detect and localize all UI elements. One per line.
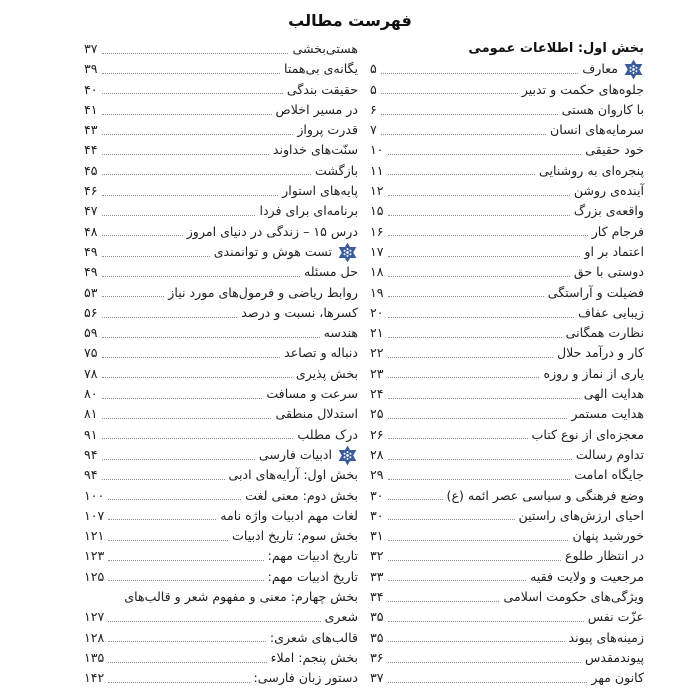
toc-item [370,323,644,343]
dotted-leader [388,418,568,419]
toc-item [370,526,644,546]
toc-item-title: اعتماد بر او [584,243,644,259]
toc-item [84,567,358,587]
toc-item-title: بخش دوم: معنی لغت [245,487,358,503]
toc-item [370,668,644,688]
page-number: ۷ [370,122,377,138]
dotted-leader [388,479,571,480]
dotted-leader [388,215,570,216]
dotted-leader [108,499,241,500]
page-number: ۵۳ [84,284,98,300]
dotted-leader [102,256,210,257]
dotted-leader [388,235,588,236]
toc-item-title: حل مسئله [303,264,358,280]
dotted-leader [108,662,266,663]
page-number: ۴۳ [84,122,98,138]
page-number: ۷۵ [84,345,98,361]
dotted-leader [102,438,294,439]
toc-item [84,222,358,242]
dotted-leader [388,641,565,642]
toc-item-title: درک مطلب [297,426,358,442]
page-number: ۲۲ [370,345,384,361]
toc-list-left [84,39,358,689]
page-number: ۱۲۳ [84,548,105,564]
dotted-leader [388,519,515,520]
page-number: ۲۹ [370,467,384,483]
page-number: ۳۰ [370,507,384,523]
dotted-leader [388,317,574,318]
toc-item [84,546,358,566]
star-icon [337,242,358,263]
dotted-leader [102,337,320,338]
toc-item [370,384,644,404]
toc-item-title: با کاروان هستی [561,101,644,117]
page-number: ۹۴ [84,446,98,462]
toc-item [84,80,358,100]
page-number: ۱۲۷ [84,609,105,625]
toc-item [370,120,644,140]
toc-item [370,628,644,648]
toc-item [84,587,358,607]
toc-item-title: فضیلت و آراستگی [547,284,644,300]
page-number: ۱۹ [370,284,384,300]
dotted-leader [102,357,281,358]
toc-item-title: سرعت و مسافت [266,386,358,402]
dotted-leader [388,662,581,663]
toc-item-title: قالب‌های شعری: [269,629,358,645]
toc-item [370,343,644,363]
dotted-leader [388,377,540,378]
dotted-leader [388,499,443,500]
toc-item-title: کار و درآمد حلال [556,345,644,361]
page-title: فهرست مطالب [288,11,412,30]
toc-item-title: تاریخ ادبیات مهم: [267,548,358,564]
toc-item-title: مرجعیت و ولایت فقیه [530,568,644,584]
dotted-leader [388,256,581,257]
toc-item [370,648,644,668]
page-number: ۴۰ [84,81,98,97]
page-number: ۳۱ [370,528,384,544]
page-number: ۱۰ [370,142,384,158]
dotted-leader [102,479,225,480]
page-number: ۴۵ [84,162,98,178]
toc-item [84,323,358,343]
toc-item-title: برنامه‌ای برای فردا [259,203,358,219]
page-number: ۵۹ [84,325,98,341]
page-number: ۳۹ [84,61,98,77]
toc-item-title: لغات مهم ادبیات واژه نامه [220,507,358,523]
dotted-leader [108,580,263,581]
dotted-leader [388,621,584,622]
dotted-leader [102,215,256,216]
toc-item-title: خود حقیقی [585,142,644,158]
toc-item-title: جایگاه امامت [574,467,644,483]
page-number: ۳۳ [370,568,384,584]
page-number: ۴۶ [84,183,98,199]
toc-item-title: وضع فرهنگی و سیاسی عصر ائمه (ع) [446,487,644,503]
toc-item-title: سرمایه‌های انسان [549,122,644,138]
toc-item [84,343,358,363]
page-number: ۹۱ [84,426,98,442]
dotted-leader [388,337,562,338]
toc-item-title: ادبیات فارسی [258,446,332,462]
toc-item [370,607,644,627]
dotted-leader [102,418,272,419]
toc-item-title: آینده‌ی روشن [573,183,644,199]
toc-item [84,201,358,221]
page-number: ۱۲۸ [84,629,105,645]
toc-item [370,283,644,303]
toc-item-title: بخش سوم: تاریخ ادبیات [232,528,358,544]
toc-item-title: جلوه‌های حکمت و تدبیر [521,81,644,97]
toc-item-title: خورشید پنهان [572,528,644,544]
toc-item [370,140,644,160]
dotted-leader [381,73,578,74]
dotted-leader [102,93,283,94]
dotted-leader [388,174,536,175]
section-header: بخش اول: اطلاعات عمومی [468,41,644,56]
page-number: ۲۰ [370,304,384,320]
toc-item-title: سنّت‌های خداوند [272,142,358,158]
dotted-leader [108,641,266,642]
page-number: ۸۱ [84,406,98,422]
toc-item-title: حقیقت بندگی [286,81,358,97]
toc-item [84,425,358,445]
toc-item-title: روابط ریاضی و فرمول‌های مورد نیاز [168,284,358,300]
page-number: ۱۰۷ [84,507,105,523]
toc-item-title: هندسه [323,325,358,341]
toc-item [84,526,358,546]
toc-item [84,283,358,303]
toc-item-title: زمینه‌های پیوند [568,629,644,645]
toc-item-title: نظارت همگانی [565,325,644,341]
toc-item [84,648,358,668]
toc-item [370,59,644,79]
page-number: ۱۵ [370,203,384,219]
toc-item-title: درس ۱۵ – زندگی در دنیای امروز [186,223,358,239]
toc-list-right [370,59,644,688]
toc-item-title: یاری از نماز و روزه [543,365,644,381]
page-number: ۴۱ [84,101,98,117]
dotted-leader [388,560,562,561]
page-number: ۳۰ [370,487,384,503]
page-number: ۵ [370,61,377,77]
star-icon [623,59,644,80]
toc-item-title: فرجام کار [591,223,644,239]
page-number: ۲۱ [370,325,384,341]
star-icon [337,445,358,466]
dotted-leader [108,560,263,561]
page-number: ۹۴ [84,467,98,483]
dotted-leader [102,276,300,277]
dotted-leader [102,296,165,297]
toc-item-title: پایه‌های استوار [282,183,358,199]
toc-item-title: عزّت نفس [587,609,644,625]
dotted-leader [388,459,572,460]
toc-item [370,262,644,282]
toc-item [84,384,358,404]
toc-item-title: احیای ارزش‌های راستین [518,507,644,523]
dotted-leader [388,195,570,196]
dotted-leader [388,154,582,155]
page-number: ۳۷ [84,41,98,56]
toc-item-title: معارف [582,61,618,77]
page-number: ۳۲ [370,548,384,564]
toc-item-title: هستی‌بخشی [292,41,358,56]
page-number: ۱۳۵ [84,649,105,665]
dotted-leader [381,93,518,94]
toc-item-title: زیبایی عفاف [577,304,644,320]
toc-item-title: تاریخ ادبیات مهم: [267,568,358,584]
dotted-leader [108,540,228,541]
dotted-leader [388,601,500,602]
toc-item [370,181,644,201]
page-number: ۱۶ [370,223,384,239]
dotted-leader [381,114,558,115]
dotted-leader [102,317,238,318]
page-number: ۱۴۲ [84,670,105,686]
toc-item [84,404,358,424]
dotted-leader [388,682,588,683]
page-number: ۱۱ [370,162,384,178]
toc-item-title: تداوم رسالت [575,446,644,462]
dotted-leader [388,398,580,399]
toc-item [370,303,644,323]
toc-item-title: بخش پذیری [295,365,358,381]
toc-item [370,546,644,566]
toc-item-title: قدرت پرواز [297,122,358,138]
dotted-leader [108,682,249,683]
dotted-leader [102,174,311,175]
page-number: ۴۸ [84,223,98,239]
page-number: ۴۴ [84,142,98,158]
toc-item-title: شعری [324,609,358,625]
page-number: ۲۴ [370,386,384,402]
dotted-leader [388,296,544,297]
toc-item-title: دوستی با حق [573,264,644,280]
toc-item [370,100,644,120]
page-number: ۳۴ [370,589,384,605]
page-number: ۷۸ [84,365,98,381]
dotted-leader [381,134,546,135]
dotted-leader [102,154,269,155]
toc-columns [0,30,700,689]
dotted-leader [102,134,294,135]
dotted-leader [388,276,570,277]
page-number: ۵۶ [84,304,98,320]
toc-item [370,201,644,221]
dotted-leader [102,235,183,236]
toc-item [370,445,644,465]
toc-item-title: استدلال منطقی [275,406,358,422]
toc-item [370,80,644,100]
page-number: ۲۸ [370,446,384,462]
toc-item [370,506,644,526]
dotted-leader [102,377,292,378]
dotted-leader [388,438,528,439]
toc-item [84,607,358,627]
dotted-leader [102,73,280,74]
page-number: ۱۷ [370,243,384,259]
toc-column-right [370,39,644,689]
page-number: ۱۰۰ [84,487,105,503]
toc-item [84,100,358,120]
page-number: ۱۲ [370,183,384,199]
toc-item [84,445,358,465]
toc-item [84,161,358,181]
page-number: ۲۵ [370,406,384,422]
toc-item-title: پنجره‌ای به روشنایی [539,162,644,178]
toc-item [84,628,358,648]
toc-item [84,364,358,384]
page-number: ۳۵ [370,629,384,645]
dotted-leader [102,53,289,54]
dotted-leader [102,459,255,460]
toc-item-title: یگانه‌ی بی‌همتا [284,61,358,77]
toc-item-title: دستور زبان فارسی: [253,670,358,686]
toc-item [370,404,644,424]
page-number: ۳۷ [370,670,384,686]
toc-item [370,486,644,506]
page-number: ۲۳ [370,365,384,381]
page-number: ۱۲۱ [84,528,105,544]
toc-item [370,587,644,607]
dotted-leader [388,580,527,581]
toc-item-title: تست هوش و توانمندی [213,243,332,259]
toc-item-title: هدایت مستمر [571,406,644,422]
toc-item-title: در انتظار طلوع [565,548,644,564]
toc-item [84,59,358,79]
toc-item [84,262,358,282]
toc-item [84,668,358,688]
toc-item-title: بازگشت [314,162,358,178]
toc-item-title: واقعه‌ی بزرگ [573,203,644,219]
toc-item-title: معجزه‌ای از نوع کتاب [531,426,644,442]
toc-item-title: بخش اول: آرایه‌های ادبی [228,467,358,483]
page-number: ۴۷ [84,203,98,219]
toc-item [370,222,644,242]
page-number: ۳۶ [370,649,384,665]
page-number: ۴۹ [84,243,98,259]
toc-item-title: بخش چهارم: معنی و مفهوم شعر و قالب‌های [124,589,358,605]
toc-item [84,39,358,59]
toc-item-title: پیوندمقدس [584,649,644,665]
dotted-leader [388,357,553,358]
toc-item [370,364,644,384]
toc-item-title: بخش پنجم: املاء [270,649,358,665]
dotted-leader [102,398,263,399]
toc-item [84,303,358,323]
toc-item [84,506,358,526]
dotted-leader [108,621,320,622]
toc-item [84,120,358,140]
page-number: ۶ [370,101,377,117]
page-number: ۸۰ [84,386,98,402]
toc-item-title: کسرها، نسبت و درصد [241,304,358,320]
toc-item [370,465,644,485]
toc-item-title: در مسیر اخلاص [275,101,358,117]
toc-item [370,161,644,181]
page-number: ۳۵ [370,609,384,625]
toc-item [84,181,358,201]
toc-item-title: دنباله و تصاعد [284,345,358,361]
dotted-leader [108,519,216,520]
page-number: ۲۶ [370,426,384,442]
toc-item [370,567,644,587]
dotted-leader [102,114,272,115]
dotted-leader [102,195,279,196]
toc-item-title: ویژگی‌های حکومت اسلامی [503,589,644,605]
toc-item-title: کانون مهر [591,670,644,686]
toc-item-title: هدایت الهی [583,386,644,402]
toc-item [84,140,358,160]
page-number: ۵ [370,81,377,97]
toc-item [370,242,644,262]
toc-item [370,425,644,445]
toc-item [84,242,358,262]
toc-item [84,465,358,485]
page-number: ۱۲۵ [84,568,105,584]
toc-item [84,486,358,506]
toc-column-left [84,39,358,689]
page-number: ۴۹ [84,264,98,280]
page-number: ۱۸ [370,264,384,280]
dotted-leader [388,540,569,541]
